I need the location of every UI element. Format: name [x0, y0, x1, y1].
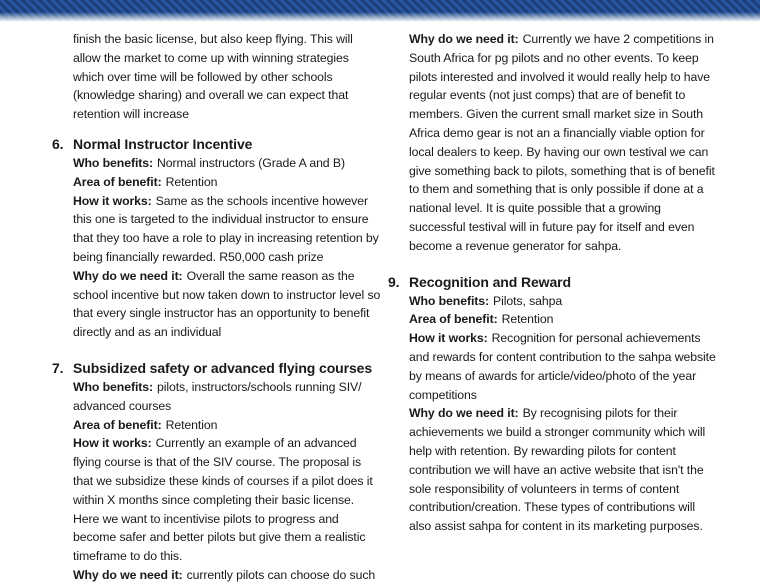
why-we-need-it: [409, 30, 718, 256]
section-title: Normal Instructor Incentive: [73, 135, 253, 152]
why-we-need-it-value: Currently we have 2 competitions in South Africa for pg pilots and no other events. To keep pilots interested and involved it would really help to have regular events (not just comps) that are of benefit to members. Given the current small market size in South Africa demo gear is not an a financially viable option for local dealers to keep. By having our own testival we can give something back to pilots, something that is of benefit to them and something that is only possible if done at a national level. It is quite possible that a growing successful testival will in future pay for itself and even become a revenue generator for sahpa.: [409, 32, 715, 253]
why-we-need-it: [73, 267, 382, 342]
area-of-benefit-value: Retention: [501, 312, 554, 327]
section-7: [52, 358, 382, 585]
header-band: [0, 0, 760, 22]
area-of-benefit: [73, 173, 382, 192]
who-benefits: [73, 154, 382, 173]
area-of-benefit: [409, 310, 718, 329]
area-of-benefit: [73, 416, 382, 435]
why-we-need-it: [409, 404, 718, 536]
how-it-works-label: How it works:: [73, 193, 152, 208]
how-it-works-label: How it works:: [409, 331, 488, 346]
section-title: Recognition and Reward: [409, 273, 571, 290]
how-it-works-value: Same as the schools incentive however this one is targeted to the individual instructor to ensure that they too have a role to play in increasing retention by being financially rewarded. R50,000 cash prize: [73, 193, 379, 264]
why-we-need-it-value: By recognising pilots for their achievements we build a stronger community which will help with retention. By rewarding pilots for content contribution we will have an active website that isn't the sole responsibility of volunteers in terms of content contribution/creation. These types of contributions will also assist sahpa for content in its marketing purposes.: [409, 406, 706, 534]
section-6: [52, 134, 382, 342]
who-benefits-label: Who benefits:: [73, 155, 153, 170]
why-we-need-it-value: currently pilots can choose do such: [186, 567, 376, 582]
why-we-need-it-value: Overall the same reason as the school incentive but now taken down to instructor level so that every single instructor has an opportunity to benefit directly and as an individual: [73, 268, 381, 340]
area-of-benefit-label: Area of benefit:: [409, 312, 498, 327]
who-benefits-value: Normal instructors (Grade A and B): [157, 155, 345, 170]
why-we-need-it: [73, 566, 382, 585]
section-9: [388, 272, 718, 536]
section-heading: [52, 134, 382, 154]
how-it-works-value: Currently an example of an advanced flying course is that of the SIV course. The proposal is that we subsidize these kinds of courses if a pilot does it within X months since completing their basic license. Here we want to incentivise pilots to progress and become safer and better pilots but give them a realistic timeframe to do this.: [73, 436, 373, 564]
who-benefits-label: Who benefits:: [409, 293, 489, 308]
why-we-need-it-label: Why do we need it:: [409, 32, 519, 46]
section-number: 7.: [52, 359, 64, 376]
who-benefits-label: Who benefits:: [73, 379, 153, 394]
who-benefits-value: pilots, instructors/schools running SIV/ advanced courses: [73, 379, 362, 413]
how-it-works-label: How it works:: [73, 436, 152, 451]
how-it-works: [73, 434, 382, 566]
how-it-works: [73, 192, 382, 267]
section-heading: [52, 358, 382, 378]
area-of-benefit-value: Retention: [165, 417, 218, 432]
section-number: 6.: [52, 135, 64, 152]
who-benefits-value: Pilots, sahpa: [493, 293, 563, 308]
continuation-text: finish the basic license, but also keep flying. This will allow the market to come up with winning strategies which over time will be followed by other schools (knowledge sharing) and overall we can expect that retention will increase: [73, 32, 353, 122]
who-benefits: [409, 292, 718, 311]
right-column: [388, 30, 718, 536]
section-title: Subsidized safety or advanced flying courses: [73, 359, 373, 376]
left-column: [52, 30, 382, 585]
section-8-continued: [388, 30, 718, 256]
why-we-need-it-label: Why do we need it:: [409, 406, 519, 421]
why-we-need-it-label: Why do we need it:: [73, 567, 183, 582]
who-benefits: [73, 378, 382, 416]
why-we-need-it-label: Why do we need it:: [73, 268, 183, 283]
area-of-benefit-label: Area of benefit:: [73, 417, 162, 432]
area-of-benefit-value: Retention: [165, 174, 218, 189]
area-of-benefit-label: Area of benefit:: [73, 174, 162, 189]
how-it-works-value: Recognition for personal achievements and rewards for content contribution to the sahpa website by means of awards for article/video/photo of the year competitions: [409, 331, 716, 402]
section-number: 9.: [388, 273, 400, 290]
section-heading: [388, 272, 718, 292]
how-it-works: [409, 329, 718, 404]
